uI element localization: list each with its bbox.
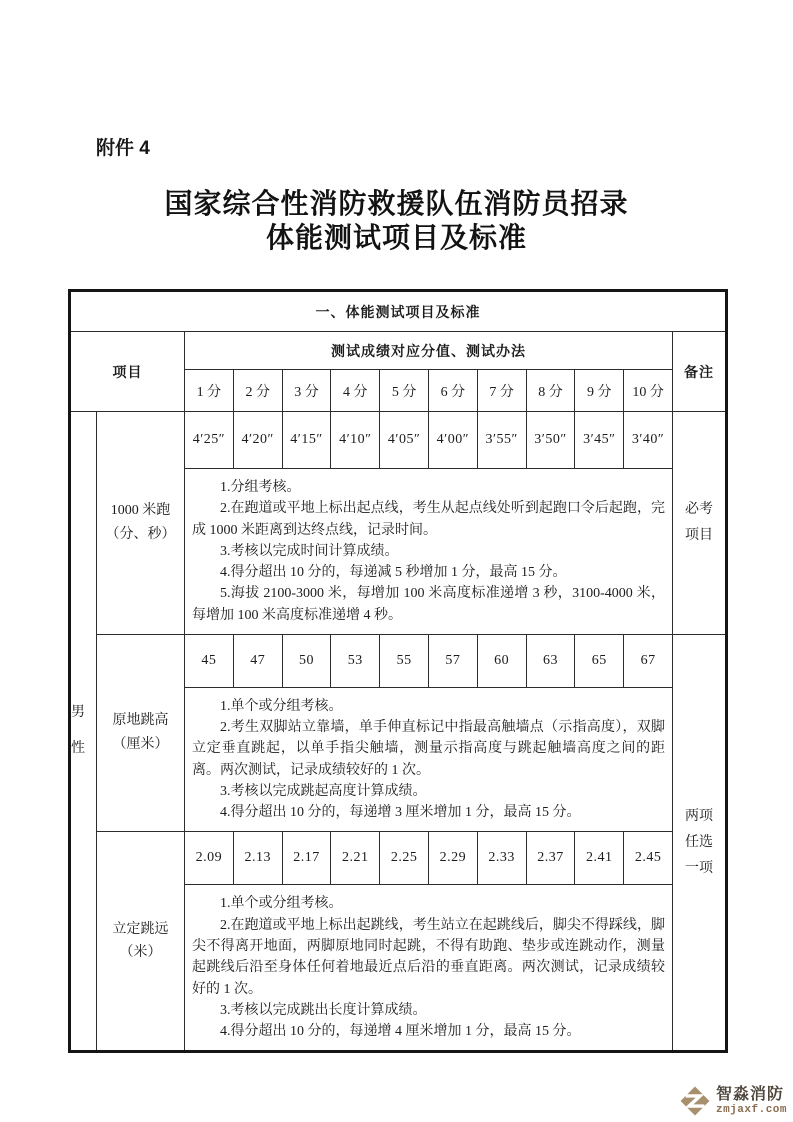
method-step: 4.得分超出 10 分的，每递减 5 秒增加 1 分，最高 15 分。 bbox=[220, 565, 567, 581]
longjump-score-value: 2.09 bbox=[185, 832, 234, 885]
table-section-title: 一、体能测试项目及标准 bbox=[70, 291, 727, 332]
item-name-standing-long-jump bbox=[97, 832, 185, 1052]
method-step: 3.考核以完成跳出长度计算成绩。 bbox=[220, 1002, 427, 1018]
method-step: 4.得分超出 10 分的，每递增 3 厘米增加 1 分，最高 15 分。 bbox=[220, 805, 581, 821]
item-name-line2: （分、秒） bbox=[105, 526, 176, 542]
method-step: 3.考核以完成跳起高度计算成绩。 bbox=[220, 783, 427, 799]
longjump-score-value: 2.41 bbox=[575, 832, 624, 885]
longjump-score-value: 2.29 bbox=[428, 832, 477, 885]
jump-score-value: 63 bbox=[526, 634, 575, 687]
jump-score-value: 57 bbox=[428, 634, 477, 687]
method-vertical-jump bbox=[185, 687, 673, 832]
score-header-6: 6 分 bbox=[428, 370, 477, 412]
score-header-4: 4 分 bbox=[331, 370, 380, 412]
watermark-brand: 智淼消防 bbox=[715, 1086, 784, 1104]
longjump-score-value: 2.33 bbox=[477, 832, 526, 885]
document-title bbox=[0, 188, 793, 255]
item-name-line2: （厘米） bbox=[112, 737, 169, 753]
jump-score-value: 53 bbox=[331, 634, 380, 687]
run-score-value: 4′20″ bbox=[233, 412, 282, 469]
score-header-8: 8 分 bbox=[526, 370, 575, 412]
method-standing-long-jump bbox=[185, 885, 673, 1052]
longjump-score-value: 2.17 bbox=[282, 832, 331, 885]
method-step: 2.在跑道或平地上标出起跳线，考生站立在起跳线后，脚尖不得踩线，脚尖不得离开地面，两脚原地同时起跳，不得有助跑、垫步或连跳动作，测量起跳线后沿至身体任何着地最近点后沿的垂直距离。两次测试，记录成绩较好的 1 次。 bbox=[192, 917, 665, 997]
watermark-text bbox=[716, 1086, 787, 1116]
score-header-7: 7 分 bbox=[477, 370, 526, 412]
score-header-2: 2 分 bbox=[233, 370, 282, 412]
jump-score-value: 60 bbox=[477, 634, 526, 687]
run-score-value: 4′15″ bbox=[282, 412, 331, 469]
column-header-item: 项目 bbox=[70, 332, 185, 412]
method-step: 2.考生双脚站立靠墙，单手伸直标记中指最高触墙点（示指高度），双脚立定垂直跳起，以单手指尖触墙，测量示指高度与跳起触墙高度之间的距离。两次测试，记录成绩较好的 1 次。 bbox=[192, 720, 665, 778]
method-step: 1.分组考核。 bbox=[220, 480, 301, 495]
gender-vertical-text: 男性 bbox=[71, 704, 85, 757]
longjump-score-value: 2.25 bbox=[380, 832, 429, 885]
item-name-vertical-jump bbox=[97, 634, 185, 832]
remark-required-item: 必考项目 bbox=[672, 412, 726, 635]
document-title-line2: 体能测试项目及标准 bbox=[265, 222, 527, 254]
gender-label bbox=[70, 412, 97, 1052]
method-step: 4.得分超出 10 分的，每递增 4 厘米增加 1 分，最高 15 分。 bbox=[220, 1024, 581, 1040]
item-name-line1: 1000 米跑 bbox=[110, 503, 171, 519]
remark-choose-one: 两项任选一项 bbox=[672, 634, 726, 1051]
watermark-domain: zmjaxf.com bbox=[715, 1103, 787, 1116]
run-score-value: 3′55″ bbox=[477, 412, 526, 469]
score-header-3: 3 分 bbox=[282, 370, 331, 412]
longjump-score-value: 2.45 bbox=[624, 832, 673, 885]
item-name-line1: 原地跳高 bbox=[112, 713, 169, 729]
method-step: 3.考核以完成时间计算成绩。 bbox=[220, 543, 399, 559]
jump-score-value: 65 bbox=[575, 634, 624, 687]
jump-score-value: 47 bbox=[233, 634, 282, 687]
jump-score-value: 67 bbox=[624, 634, 673, 687]
method-step: 2.在跑道或平地上标出起点线，考生从起点线处听到起跑口令后起跑，完成 1000 米距离到达终点线，记录时间。 bbox=[192, 501, 665, 538]
method-step: 5.海拔 2100-3000 米，每增加 100 米高度标准递增 3 秒，3100-4000 米，每增加 100 米高度标准递增 4 秒。 bbox=[192, 586, 665, 623]
score-header-5: 5 分 bbox=[380, 370, 429, 412]
run-score-value: 4′05″ bbox=[380, 412, 429, 469]
run-score-value: 4′25″ bbox=[185, 412, 234, 469]
score-header-10: 10 分 bbox=[624, 370, 673, 412]
document-title-line1: 国家综合性消防救援队伍消防员招录 bbox=[164, 189, 629, 220]
run-score-value: 4′00″ bbox=[428, 412, 477, 469]
run-score-value: 3′45″ bbox=[575, 412, 624, 469]
longjump-score-value: 2.21 bbox=[331, 832, 380, 885]
zmjaxf-logo-icon bbox=[678, 1084, 712, 1118]
method-step: 1.单个或分组考核。 bbox=[220, 698, 343, 714]
run-score-value: 3′50″ bbox=[526, 412, 575, 469]
run-score-value: 4′10″ bbox=[331, 412, 380, 469]
fitness-test-table bbox=[68, 289, 728, 1053]
attachment-label: 附件 4 bbox=[96, 138, 150, 159]
item-name-line2: （米） bbox=[119, 945, 162, 961]
item-name-1000m-run bbox=[97, 412, 185, 635]
method-step: 1.单个或分组考核。 bbox=[220, 896, 343, 912]
score-header-1: 1 分 bbox=[185, 370, 234, 412]
item-name-line1: 立定跳远 bbox=[112, 921, 169, 937]
score-header-9: 9 分 bbox=[575, 370, 624, 412]
column-header-remark: 备注 bbox=[672, 332, 726, 412]
jump-score-value: 45 bbox=[185, 634, 234, 687]
jump-score-value: 50 bbox=[282, 634, 331, 687]
longjump-score-value: 2.13 bbox=[233, 832, 282, 885]
jump-score-value: 55 bbox=[380, 634, 429, 687]
longjump-score-value: 2.37 bbox=[526, 832, 575, 885]
site-watermark bbox=[678, 1084, 787, 1118]
run-score-value: 3′40″ bbox=[624, 412, 673, 469]
method-1000m-run bbox=[185, 469, 673, 635]
column-header-scores: 测试成绩对应分值、测试办法 bbox=[185, 332, 673, 370]
